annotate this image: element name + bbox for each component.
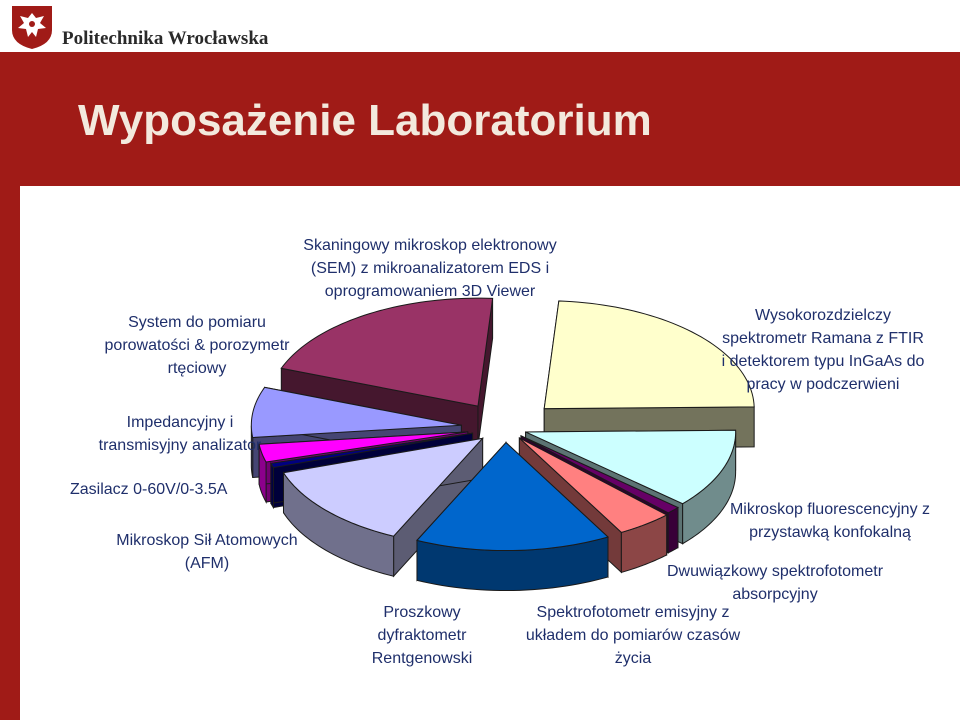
slice-label-1: Wysokorozdzielczy spektrometr Ramana z FTIR i detektorem typu InGaAs do pracy w podczerwieni: [721, 307, 925, 393]
slice-label-10: Skaningowy mikroskop elektronowy (SEM) z mikroanalizatorem EDS i oprogramowaniem 3D Viewer: [303, 237, 557, 300]
page-title: Wyposażenie Laboratorium: [78, 96, 652, 145]
slice-label-5: Proszkowy dyfraktometr Rentgenowski: [371, 604, 473, 667]
slice-label-2: Mikroskop fluorescencyjny z przystawką konfokalną: [729, 501, 931, 541]
org-name: Politechnika Wrocławska: [62, 28, 269, 49]
slice-label-8: Impedancyjny i transmisyjny analizator: [98, 414, 262, 454]
slice-label-4: Spektrofotometr emisyjny z układem do pomiarów czasów życia: [525, 604, 741, 667]
slice-label-9: System do pomiaru porowatości & porozymetr rtęciowy: [104, 314, 290, 377]
slice-label-6: Mikroskop Sił Atomowych (AFM): [116, 532, 298, 572]
slice-label-3: Dwuwiązkowy spektrofotometr absorpcyjny: [666, 563, 884, 603]
slice-label-7: Zasilacz 0-60V/0-3.5A: [70, 481, 228, 498]
